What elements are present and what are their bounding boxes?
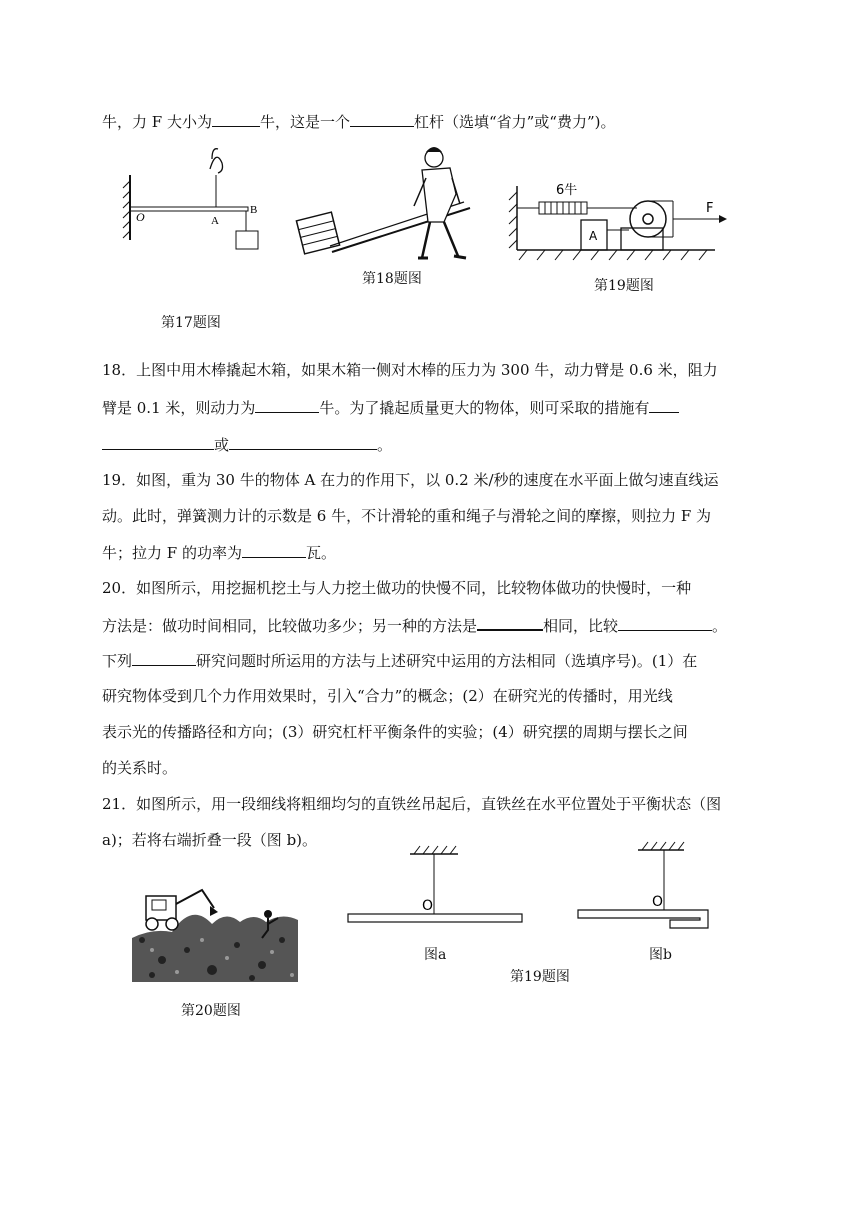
answer-blank — [649, 397, 679, 413]
question-20-line-2: 方法是：做功时间相同，比较做功多少；另一种的方法是 相同，比较 。 — [102, 614, 727, 636]
figure-b-folded-wire — [576, 838, 716, 930]
answer-blank — [212, 111, 260, 127]
answer-blank — [618, 615, 712, 631]
block-a-label: A — [589, 229, 598, 243]
question-20-line-6: 的关系时。 — [102, 759, 178, 777]
point-o-label: O — [136, 210, 145, 224]
answer-blank — [229, 434, 377, 450]
question-19-line-1: 19．如图，重为 30 牛的物体 A 在力的作用下，以 0.2 米/秒的速度在水平面上做匀速直线运 — [102, 471, 719, 489]
pivot-o-label-b: O — [652, 894, 664, 910]
question-20-line-4: 研究物体受到几个力作用效果时，引入“合力”的概念；(2）在研究光的传播时，用光线 — [102, 687, 673, 705]
figure-20-caption: 第20题图 — [181, 1003, 241, 1019]
figure-18-prying — [294, 142, 484, 267]
answer-blank — [242, 542, 306, 558]
spring-reading-label: 6牛 — [556, 183, 578, 198]
question-19-line-2: 动。此时，弹簧测力计的示数是 6 牛，不计滑轮的重和绳子与滑轮之间的摩擦，则拉力 F 为 — [102, 507, 712, 525]
pivot-o-label-a: O — [422, 898, 434, 914]
force-f-label: F — [706, 201, 714, 216]
figure-20-excavator — [132, 880, 300, 986]
question-20-line-5: 表示光的传播路径和方向；(3）研究杠杆平衡条件的实验；(4）研究摆的周期与摆长之间 — [102, 723, 688, 741]
answer-blank — [102, 434, 214, 450]
figure-17-caption: 第17题图 — [161, 315, 221, 331]
figure-19-caption: 第19题图 — [594, 278, 654, 294]
figure-b-caption: 图b — [649, 947, 672, 963]
answer-blank — [477, 614, 543, 631]
figure-18-caption: 第18题图 — [362, 271, 422, 287]
question-20-line-1: 20．如图所示，用挖掘机挖土与人力挖土做功的快慢不同，比较物体做功的快慢时，一种 — [102, 579, 692, 597]
figure-a-caption: 图a — [424, 947, 447, 963]
answer-blank — [255, 397, 319, 413]
question-17-tail: 牛，力 F 大小为 牛，这是一个 杠杆（选填“省力”或“费力”)。 — [102, 113, 616, 131]
question-19-line-3: 牛；拉力 F 的功率为 瓦。 — [102, 544, 336, 562]
question-18-line-1: 18．上图中用木棒撬起木箱，如果木箱一侧对木棒的压力为 300 牛，动力臂是 0.6 米，阻力 — [102, 361, 718, 379]
question-18-line-3: 或 。 — [102, 434, 392, 455]
question-20-line-3: 下列 研究问题时所运用的方法与上述研究中运用的方法相同（选填序号)。(1）在 — [102, 652, 698, 670]
figure-a-straight-wire — [346, 844, 526, 930]
figure-17-lever — [122, 145, 272, 255]
point-b-label: B — [250, 204, 258, 216]
point-a-label: A — [211, 215, 219, 227]
figure-19-wire-caption: 第19题图 — [510, 969, 570, 985]
answer-blank — [132, 650, 196, 666]
question-21-line-1: 21．如图所示，用一段细线将粗细均匀的直铁丝吊起后，直铁丝在水平位置处于平衡状态（图 — [102, 795, 722, 813]
figure-19-pulley — [505, 178, 730, 268]
question-21-line-2: a)；若将右端折叠一段（图 b)。 — [102, 831, 318, 849]
answer-blank — [350, 111, 414, 127]
question-18-line-2: 臂是 0.1 米，则动力为 牛。为了撬起质量更大的物体，则可采取的措施有 — [102, 397, 679, 418]
